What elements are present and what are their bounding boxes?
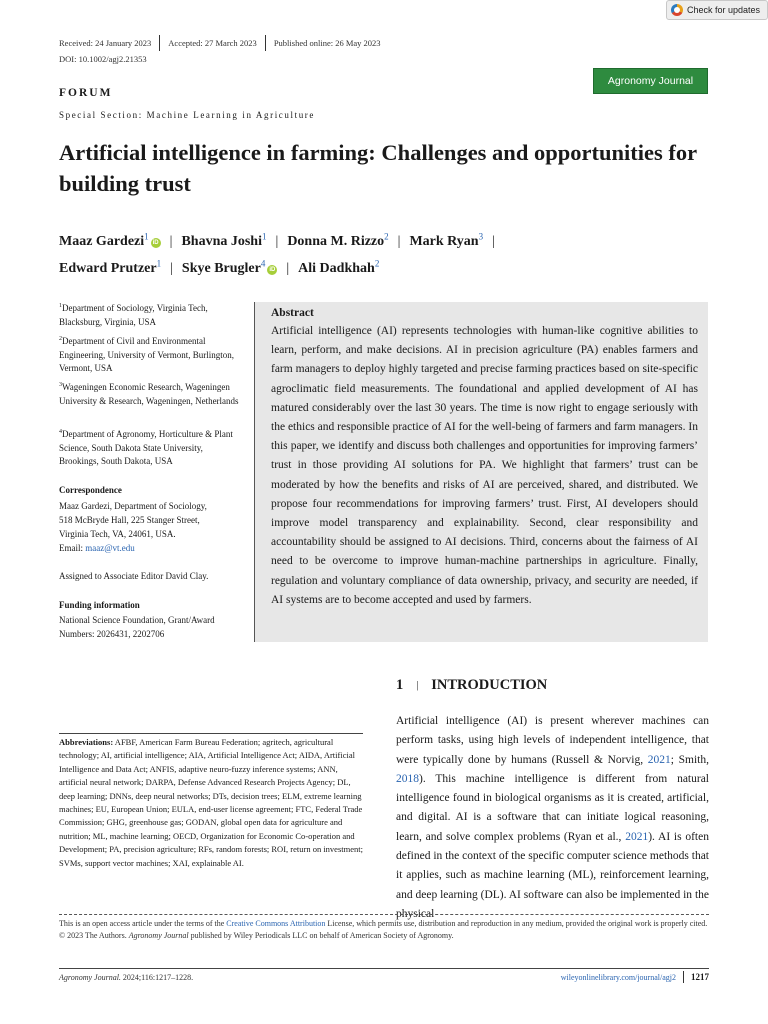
affiliation: $^3$Wageningen Economic Research, Wageningen University & Research, Wageningen, Netherlands — [59, 382, 239, 406]
footer-right — [561, 971, 709, 983]
funding-heading: Funding information — [59, 600, 140, 610]
section-title: INTRODUCTION — [431, 677, 548, 693]
author-name[interactable]: Edward Prutzer$^1$ — [59, 258, 162, 277]
abbreviations-note: Abbreviations: AFBF, American Farm Bureau Federation; agritech, agricultural technology; AI, artificial intelligence; AIA, Artificial Intelligence Act; AIDA, Artificial Intelligence and Data Act; ANFIS, adaptive neuro-fuzzy inference systems; ANN, artificial neural network; DARPA, Defense Advanced Research Projects Agency; DL, deep learning; DNNs, deep neural networks; DTs, decision trees; ELM, extreme learning machines; EU, European Union; EULA, end-user license agreement; FTC, Federal Trade Commission; GHG, greenhouse gas; GODAN, global open data for agriculture and nutrition; ML, machine learning; OECD, Organization for Economic Co-operation and Development; PA, precision agriculture; RFs, random forests; ROI, return on investment; SVMs, support vector machines; XAI, explainable AI. — [59, 737, 363, 868]
introduction-paragraph: Artificial intelligence (AI) is present wherever machines can perform tasks, using high levels of independent intelligence, that were typically done by humans (Russell & Norvig, 2021; Smith, 2018). This machine intelligence is different from natural intelligence found in biological organisms as it is created, artificial, and digital. AI is a software that can initiate logical reasoning, learn, and solve complex problems (Ryan et al., 2021). AI is often defined in the context of the specific computer science methods that it applies, such as machine learning (ML), reinforcement learning, and deep learning (DL). AI software can also be implemented in the physical — [396, 715, 709, 920]
citation-link[interactable]: 2021 — [625, 830, 649, 843]
check-for-updates-button[interactable] — [666, 0, 768, 20]
author-name[interactable]: Maaz Gardezi$^1$iD — [59, 231, 159, 249]
author-name[interactable]: Skye Brugler$^4$iD — [181, 258, 276, 277]
affiliation: $^2$Department of Civil and Environmental Engineering, University of Vermont, Burlington, Vermont, USA — [59, 336, 235, 373]
correspondence-details: Maaz Gardezi, Department of Sociology, 518 McBryde Hall, 225 Stanger Street, Virginia Tech, VA, 24061, USA. Email: maaz@vt.edu — [59, 501, 207, 553]
license-link[interactable]: Creative Commons Attribution — [226, 919, 326, 928]
article-title: Artificial intelligence in farming: Challenges and opportunities for building trust — [59, 140, 697, 196]
section-number: 1 — [396, 677, 404, 693]
footer-separator — [683, 971, 684, 983]
special-section-label: Special Section: Machine Learning in Agriculture — [59, 110, 315, 120]
abstract-text: Artificial intelligence (AI) represents technologies with human-like cognitive abilities to learn, perform, and make decisions. AI in precision agriculture (PA) enables farmers and farm managers to deploy highly targeted and precise farming practices based on site-specific agroclimatic field measurements. The foundational and applied development of AI has matured considerably over the last 30 years. The time is now right to engage seriously with the ethics and responsible practice of AI for the well-being of farmers and farm managers. In this paper, we identify and discuss both challenges and opportunities for improving farmers’ trust in those providing AI solutions for PA. We highlight that farmers’ trust can be moderated by how the benefits and risks of AI are perceived, shared, and distributed. We propose four recommendations for improving farmers’ trust. First, AI developers should improve model transparency and explainability. Second, clear responsibility and accountability should be assigned to AI decisions. Third, concerns about the fairness of AI need to be overcome to improve human-machine partnerships in agriculture. Finally, regulation and voluntary compliance of data ownership, privacy, and security are needed, if AI systems are to become accepted and used by farmers. — [271, 325, 698, 606]
abstract-box — [254, 302, 708, 642]
funding-text: National Science Foundation, Grant/Award Numbers: 2026431, 2202706 — [59, 615, 215, 639]
date-divider — [159, 35, 160, 51]
copyright-line: © 2023 The Authors. Agronomy Journal published by Wiley Periodicals LLC on behalf of American Society of Agronomy. — [59, 931, 454, 940]
orcid-icon[interactable]: iD — [152, 239, 159, 246]
license-notice: This is an open access article under the terms of the Creative Commons Attribution License, which permits use, distribution and reproduction in any medium, provided the original work is properly cited. © 2023 The Authors. Agronomy Journal published by Wiley Periodicals LLC on behalf of American Society of Agronomy. — [59, 919, 708, 940]
article-dates — [59, 35, 381, 51]
page-number: 1217 — [691, 972, 709, 982]
received-date: Received: 24 January 2023 — [59, 38, 152, 48]
email-link[interactable]: maaz@vt.edu — [85, 543, 135, 553]
crossmark-icon — [671, 4, 683, 16]
orcid-icon[interactable]: iD — [269, 267, 276, 274]
author-name[interactable]: Ali Dadkhah$^2$ — [298, 258, 380, 277]
doi: DOI: 10.1002/agj2.21353 — [59, 54, 147, 64]
section-heading-introduction: 1 | INTRODUCTION — [396, 677, 548, 693]
journal-url-link[interactable]: wileyonlinelibrary.com/journal/agj2 — [560, 972, 676, 982]
assigned-editor: Assigned to Associate Editor David Clay. — [59, 571, 209, 581]
footer-divider — [59, 968, 709, 969]
author-name[interactable]: Mark Ryan$^3$ — [409, 231, 484, 249]
accepted-date: Accepted: 27 March 2023 — [168, 38, 257, 48]
author-name[interactable]: Bhavna Joshi$^1$ — [181, 231, 267, 249]
affiliation: $^4$Department of Agronomy, Horticulture & Plant Science, South Dakota State University, Brookings, South Dakota, USA — [59, 429, 233, 466]
citation-link[interactable]: 2018 — [396, 772, 419, 785]
abstract-heading: Abstract — [271, 307, 314, 319]
section-label: FORUM — [59, 87, 113, 99]
footer-citation: Agronomy Journal. 2024;116:1217–1228. — [59, 973, 194, 982]
journal-badge[interactable]: Agronomy Journal — [593, 68, 708, 94]
published-date: Published online: 26 May 2023 — [273, 38, 381, 48]
affiliation: $^1$Department of Sociology, Virginia Tech, Blacksburg, Virginia, USA — [59, 303, 208, 327]
check-updates-label: Check for updates — [687, 5, 761, 15]
author-list: Maaz Gardezi$^1$iD | Bhavna Joshi$^1$ | Donna M. Rizzo$^2$ | Mark Ryan$^3$ | Edward Prutzer$^1$ | Skye Brugler$^4$iD | Ali Dadkhah$^2$ — [59, 231, 495, 277]
abbreviations-divider — [59, 733, 363, 734]
correspondence-heading: Correspondence — [59, 485, 122, 495]
citation-link[interactable]: 2021 — [647, 753, 671, 766]
date-divider — [265, 35, 266, 51]
author-name[interactable]: Donna M. Rizzo$^2$ — [287, 231, 389, 249]
license-divider — [59, 914, 709, 915]
